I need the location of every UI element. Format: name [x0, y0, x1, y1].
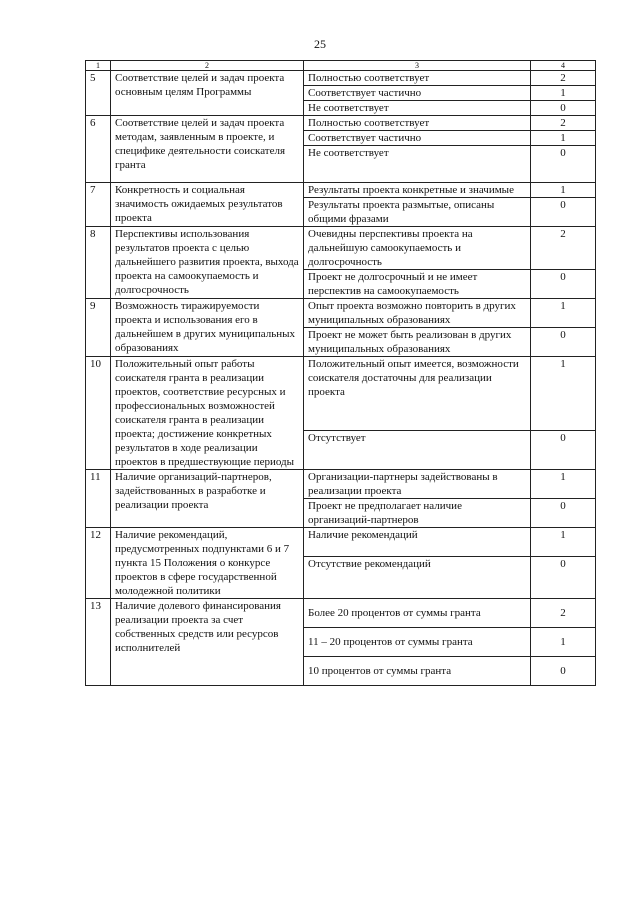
- option-text: Опыт проекта возможно повторить в других муниципальных образованиях: [304, 299, 531, 328]
- option-text: Результаты проекта конкретные и значимые: [304, 183, 531, 198]
- option-score: 2: [531, 599, 596, 628]
- option-text: Наличие рекомендаций: [304, 528, 531, 557]
- option-score: 0: [531, 657, 596, 686]
- option-score: 1: [531, 299, 596, 328]
- table-row: [86, 599, 596, 628]
- option-text: Проект не долгосрочный и не имеет перспектив на самоокупаемость: [304, 270, 531, 299]
- option-score: 2: [531, 71, 596, 86]
- option-text: Соответствует частично: [304, 131, 531, 146]
- option-score: 0: [531, 146, 596, 183]
- criterion-text: Конкретность и социальная значимость ожидаемых результатов проекта: [111, 183, 304, 227]
- option-score: 0: [531, 499, 596, 528]
- option-score: 1: [531, 183, 596, 198]
- header-row: [86, 61, 596, 71]
- option-score: 1: [531, 470, 596, 499]
- criterion-text: Наличие организаций-партнеров, задействованных в разработке и реализации проекта: [111, 470, 304, 528]
- row-number: 5: [86, 71, 111, 116]
- option-text: Проект не может быть реализован в других муниципальных образованиях: [304, 328, 531, 357]
- row-number: 11: [86, 470, 111, 528]
- table-row: [86, 470, 596, 499]
- table-row: [86, 227, 596, 270]
- option-text: Положительный опыт имеется, возможности соискателя достаточны для реализации проекта: [304, 357, 531, 431]
- criterion-text: Возможность тиражируемости проекта и использования его в дальнейшем в других муниципальных образованиях: [111, 299, 304, 357]
- option-score: 1: [531, 357, 596, 431]
- table-row: [86, 71, 596, 86]
- option-text: Соответствует частично: [304, 86, 531, 101]
- criteria-table: [85, 60, 596, 686]
- option-text: Очевидны перспективы проекта на дальнейшую самоокупаемость и долгосрочность: [304, 227, 531, 270]
- option-text: Полностью соответствует: [304, 71, 531, 86]
- option-score: 0: [531, 431, 596, 470]
- option-text: 10 процентов от суммы гранта: [304, 657, 531, 686]
- criterion-text: Соответствие целей и задач проекта методам, заявленным в проекте, и специфике деятельности соискателя гранта: [111, 116, 304, 183]
- header-col-4: 4: [531, 61, 596, 71]
- option-text: Результаты проекта размытые, описаны общими фразами: [304, 198, 531, 227]
- criterion-text: Наличие рекомендаций, предусмотренных подпунктами 6 и 7 пункта 15 Положения о конкурсе проектов в сфере государственной молодежной политики: [111, 528, 304, 599]
- table-row: [86, 116, 596, 131]
- option-text: Не соответствует: [304, 101, 531, 116]
- option-score: 0: [531, 101, 596, 116]
- option-score: 1: [531, 528, 596, 557]
- row-number: 7: [86, 183, 111, 227]
- header-col-2: 2: [111, 61, 304, 71]
- option-text: Более 20 процентов от суммы гранта: [304, 599, 531, 628]
- row-number: 9: [86, 299, 111, 357]
- option-score: 0: [531, 328, 596, 357]
- option-text: Проект не предполагает наличие организаций-партнеров: [304, 499, 531, 528]
- header-col-3: 3: [304, 61, 531, 71]
- option-score: 1: [531, 86, 596, 101]
- table-row: [86, 183, 596, 198]
- option-text: 11 – 20 процентов от суммы гранта: [304, 628, 531, 657]
- option-text: Организации-партнеры задействованы в реализации проекта: [304, 470, 531, 499]
- row-number: 12: [86, 528, 111, 599]
- option-score: 2: [531, 227, 596, 270]
- criterion-text: Наличие долевого финансирования реализации проекта за счет собственных средств или ресурсов исполнителей: [111, 599, 304, 686]
- table-row: [86, 299, 596, 328]
- header-col-1: 1: [86, 61, 111, 71]
- criterion-text: Перспективы использования результатов проекта с целью дальнейшего развития проекта, выхода проекта на самоокупаемость и долгосрочность: [111, 227, 304, 299]
- table-row: [86, 528, 596, 557]
- criterion-text: Соответствие целей и задач проекта основным целям Программы: [111, 71, 304, 116]
- option-text: Не соответствует: [304, 146, 531, 183]
- page-number: 25: [314, 37, 326, 51]
- option-score: 0: [531, 270, 596, 299]
- criterion-text: Положительный опыт работы соискателя гранта в реализации проектов, соответствие ресурсных и профессиональных возможностей соискателя гранта в реализации проекта; достижение конкретных результатов в ходе реализации проектов в предшествующие периоды: [111, 357, 304, 470]
- option-score: 0: [531, 557, 596, 599]
- option-text: Полностью соответствует: [304, 116, 531, 131]
- option-text: Отсутствует: [304, 431, 531, 470]
- option-score: 1: [531, 628, 596, 657]
- option-score: 1: [531, 131, 596, 146]
- row-number: 13: [86, 599, 111, 686]
- row-number: 6: [86, 116, 111, 183]
- option-score: 0: [531, 198, 596, 227]
- option-text: Отсутствие рекомендаций: [304, 557, 531, 599]
- option-score: 2: [531, 116, 596, 131]
- table-row: [86, 357, 596, 431]
- row-number: 10: [86, 357, 111, 470]
- row-number: 8: [86, 227, 111, 299]
